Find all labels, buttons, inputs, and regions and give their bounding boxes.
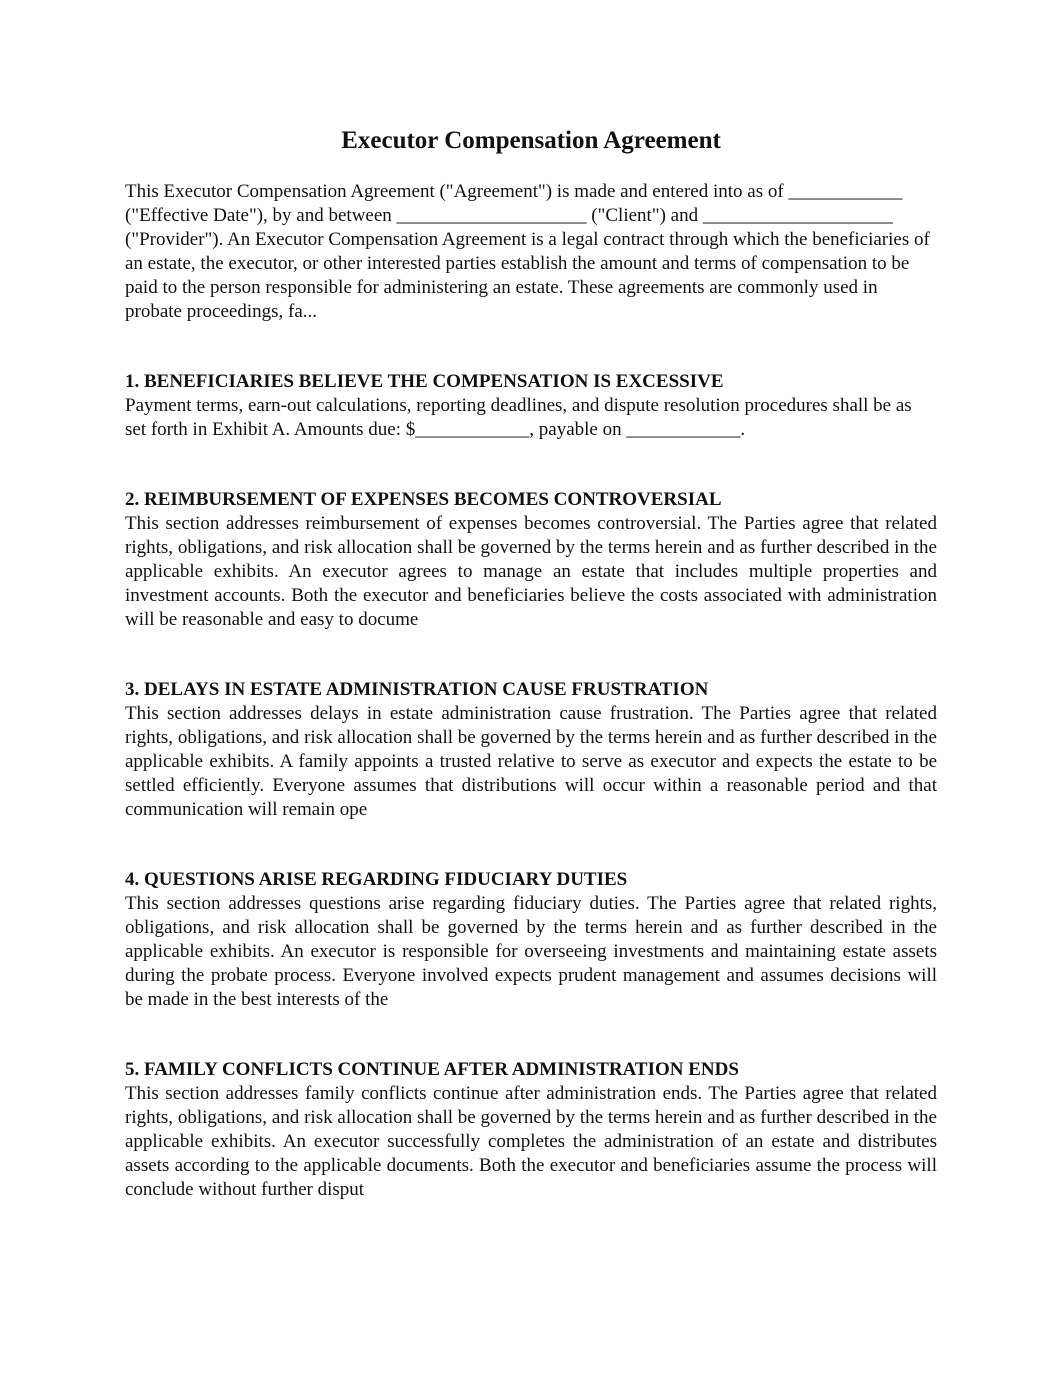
section-body: Payment terms, earn-out calculations, reporting deadlines, and dispute resolution procedures shall be as set forth in Exhibit A. Amounts due: $____________, payable on ____________.	[125, 395, 912, 440]
section-heading: 5. FAMILY CONFLICTS CONTINUE AFTER ADMINISTRATION ENDS	[125, 1059, 739, 1080]
section-heading: 2. REIMBURSEMENT OF EXPENSES BECOMES CONTROVERSIAL	[125, 489, 722, 510]
section-heading: 3. DELAYS IN ESTATE ADMINISTRATION CAUSE FRUSTRATION	[125, 679, 709, 700]
section-heading: 4. QUESTIONS ARISE REGARDING FIDUCIARY DUTIES	[125, 869, 628, 890]
document-page	[125, 124, 937, 1202]
intro-paragraph: This Executor Compensation Agreement ("Agreement") is made and entered into as of ____________ ("Effective Date"), by and between ____________________ ("Client") and ____________________ ("Provider"). An Executor Compensation Agreement is a legal contract through which the beneficiaries of an estate, the executor, or other interested parties establish the amount and terms of compensation to be paid to the person responsible for administering an estate. These agreements are commonly used in probate proceedings, fa...	[125, 181, 930, 322]
section-5	[125, 1058, 937, 1202]
document-title: Executor Compensation Agreement	[341, 127, 721, 154]
section-body: This section addresses questions arise regarding fiduciary duties. The Parties agree that related rights, obligations, and risk allocation shall be governed by the terms herein and as further described in the applicable exhibits. An executor is responsible for overseeing investments and maintaining estate assets during the probate process. Everyone involved expects prudent management and assumes decisions will be made in the best interests of the	[125, 893, 937, 1010]
section-4	[125, 868, 937, 1012]
section-2	[125, 488, 937, 632]
section-heading: 1. BENEFICIARIES BELIEVE THE COMPENSATION IS EXCESSIVE	[125, 371, 724, 392]
section-body: This section addresses delays in estate administration cause frustration. The Parties agree that related rights, obligations, and risk allocation shall be governed by the terms herein and as further described in the applicable exhibits. A family appoints a trusted relative to serve as executor and expects the estate to be settled efficiently. Everyone assumes that distributions will occur within a reasonable period and that communication will remain ope	[125, 703, 937, 820]
section-body: This section addresses family conflicts continue after administration ends. The Parties agree that related rights, obligations, and risk allocation shall be governed by the terms herein and as further described in the applicable exhibits. An executor successfully completes the administration of an estate and distributes assets according to the applicable documents. Both the executor and beneficiaries assume the process will conclude without further disput	[125, 1083, 937, 1200]
section-3	[125, 678, 937, 822]
section-body: This section addresses reimbursement of expenses becomes controversial. The Parties agree that related rights, obligations, and risk allocation shall be governed by the terms herein and as further described in the applicable exhibits. An executor agrees to manage an estate that includes multiple properties and investment accounts. Both the executor and beneficiaries believe the costs associated with administration will be reasonable and easy to docume	[125, 513, 937, 630]
section-1	[125, 370, 937, 442]
